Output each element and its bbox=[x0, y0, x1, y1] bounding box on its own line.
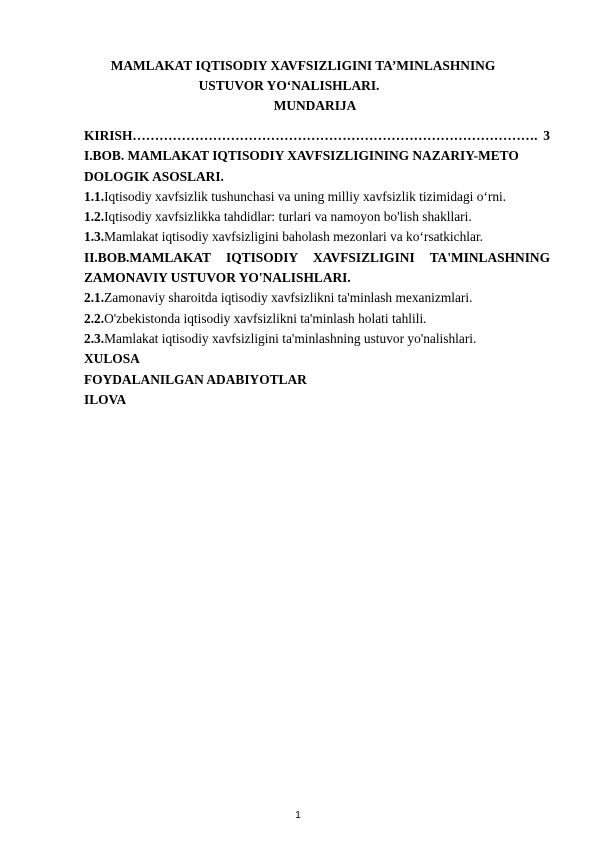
toc-section-title: Iqtisodiy xavfsizlik tushunchasi va uning milliy xavfsizlik tizimidagi o‘rni. bbox=[104, 188, 507, 204]
toc-adabiyotlar-label: FOYDALANILGAN ADABIYOTLAR bbox=[84, 371, 307, 387]
toc-section-number: 1.1. bbox=[84, 188, 105, 204]
toc-section-number: 1.3. bbox=[84, 229, 105, 245]
toc-chapter-1-line-1: I.BOB. MAMLAKAT IQTISODIY XAVFSIZLIGINING NAZARIY-METO bbox=[84, 148, 519, 164]
toc-entry-adabiyotlar[interactable] bbox=[84, 370, 550, 390]
toc-kirish-label: KIRISH bbox=[84, 128, 133, 143]
toc-kirish-page: 3 bbox=[543, 128, 550, 143]
contents-heading: MUNDARIJA bbox=[273, 98, 357, 113]
document-title bbox=[84, 56, 550, 116]
toc-entry-ilova[interactable] bbox=[84, 390, 550, 410]
toc-chapter-2-line-1: II.BOB.MAMLAKAT IQTISODIY XAVFSIZLIGINI TA'MINLASHNING bbox=[84, 249, 550, 265]
title-line-2: USTUVOR YO‘NALISHLARI. bbox=[198, 78, 380, 93]
toc-section-number: 2.3. bbox=[84, 330, 105, 346]
toc-section-2-1[interactable] bbox=[84, 288, 550, 308]
toc-section-1-3[interactable] bbox=[84, 227, 550, 247]
toc-section-title: Mamlakat iqtisodiy xavfsizligini ta'minlashning ustuvor yo'nalishlari. bbox=[104, 330, 477, 346]
toc-chapter-2-cont bbox=[84, 268, 550, 288]
toc-section-title: Zamonaviy sharoitda iqtisodiy xavfsizlikni ta'minlash mexanizmlari. bbox=[104, 290, 473, 306]
toc-section-number: 2.2. bbox=[84, 310, 105, 326]
toc-xulosa-label: XULOSA bbox=[84, 351, 140, 367]
toc-section-2-3[interactable] bbox=[84, 329, 550, 349]
toc-chapter-1-line-2: DOLOGIK ASOSLARI. bbox=[84, 168, 224, 184]
toc-section-1-1[interactable] bbox=[84, 187, 550, 207]
toc-section-title: O'zbekistonda iqtisodiy xavfsizlikni ta'minlash holati tahlili. bbox=[104, 310, 427, 326]
toc-section-number: 1.2. bbox=[84, 209, 105, 225]
title-line-1: MAMLAKAT IQTISODIY XAVFSIZLIGINI TA’MINLASHNING bbox=[110, 58, 496, 73]
toc-section-title: Iqtisodiy xavfsizlikka tahdidlar: turlari va namoyon bo'lish shakllari. bbox=[104, 209, 472, 225]
toc-section-2-2[interactable] bbox=[84, 309, 550, 329]
toc-ilova-label: ILOVA bbox=[84, 391, 127, 407]
toc-chapter-2[interactable] bbox=[84, 248, 550, 268]
toc-entry-kirish[interactable] bbox=[84, 126, 550, 146]
toc-entry-xulosa[interactable] bbox=[84, 349, 550, 369]
toc-chapter-1[interactable] bbox=[84, 146, 550, 166]
toc-leader-dots: ………………………………………………………………………………. bbox=[132, 128, 538, 143]
table-of-contents bbox=[84, 126, 550, 410]
toc-section-1-2[interactable] bbox=[84, 207, 550, 227]
toc-chapter-1-cont bbox=[84, 167, 550, 187]
page-number: 1 bbox=[295, 810, 301, 821]
toc-section-title: Mamlakat iqtisodiy xavfsizligini baholash mezonlari va ko‘rsatkichlar. bbox=[104, 229, 484, 245]
toc-section-number: 2.1. bbox=[84, 290, 105, 306]
toc-chapter-2-line-2: ZAMONAVIY USTUVOR YO'NALISHLARI. bbox=[84, 270, 351, 286]
